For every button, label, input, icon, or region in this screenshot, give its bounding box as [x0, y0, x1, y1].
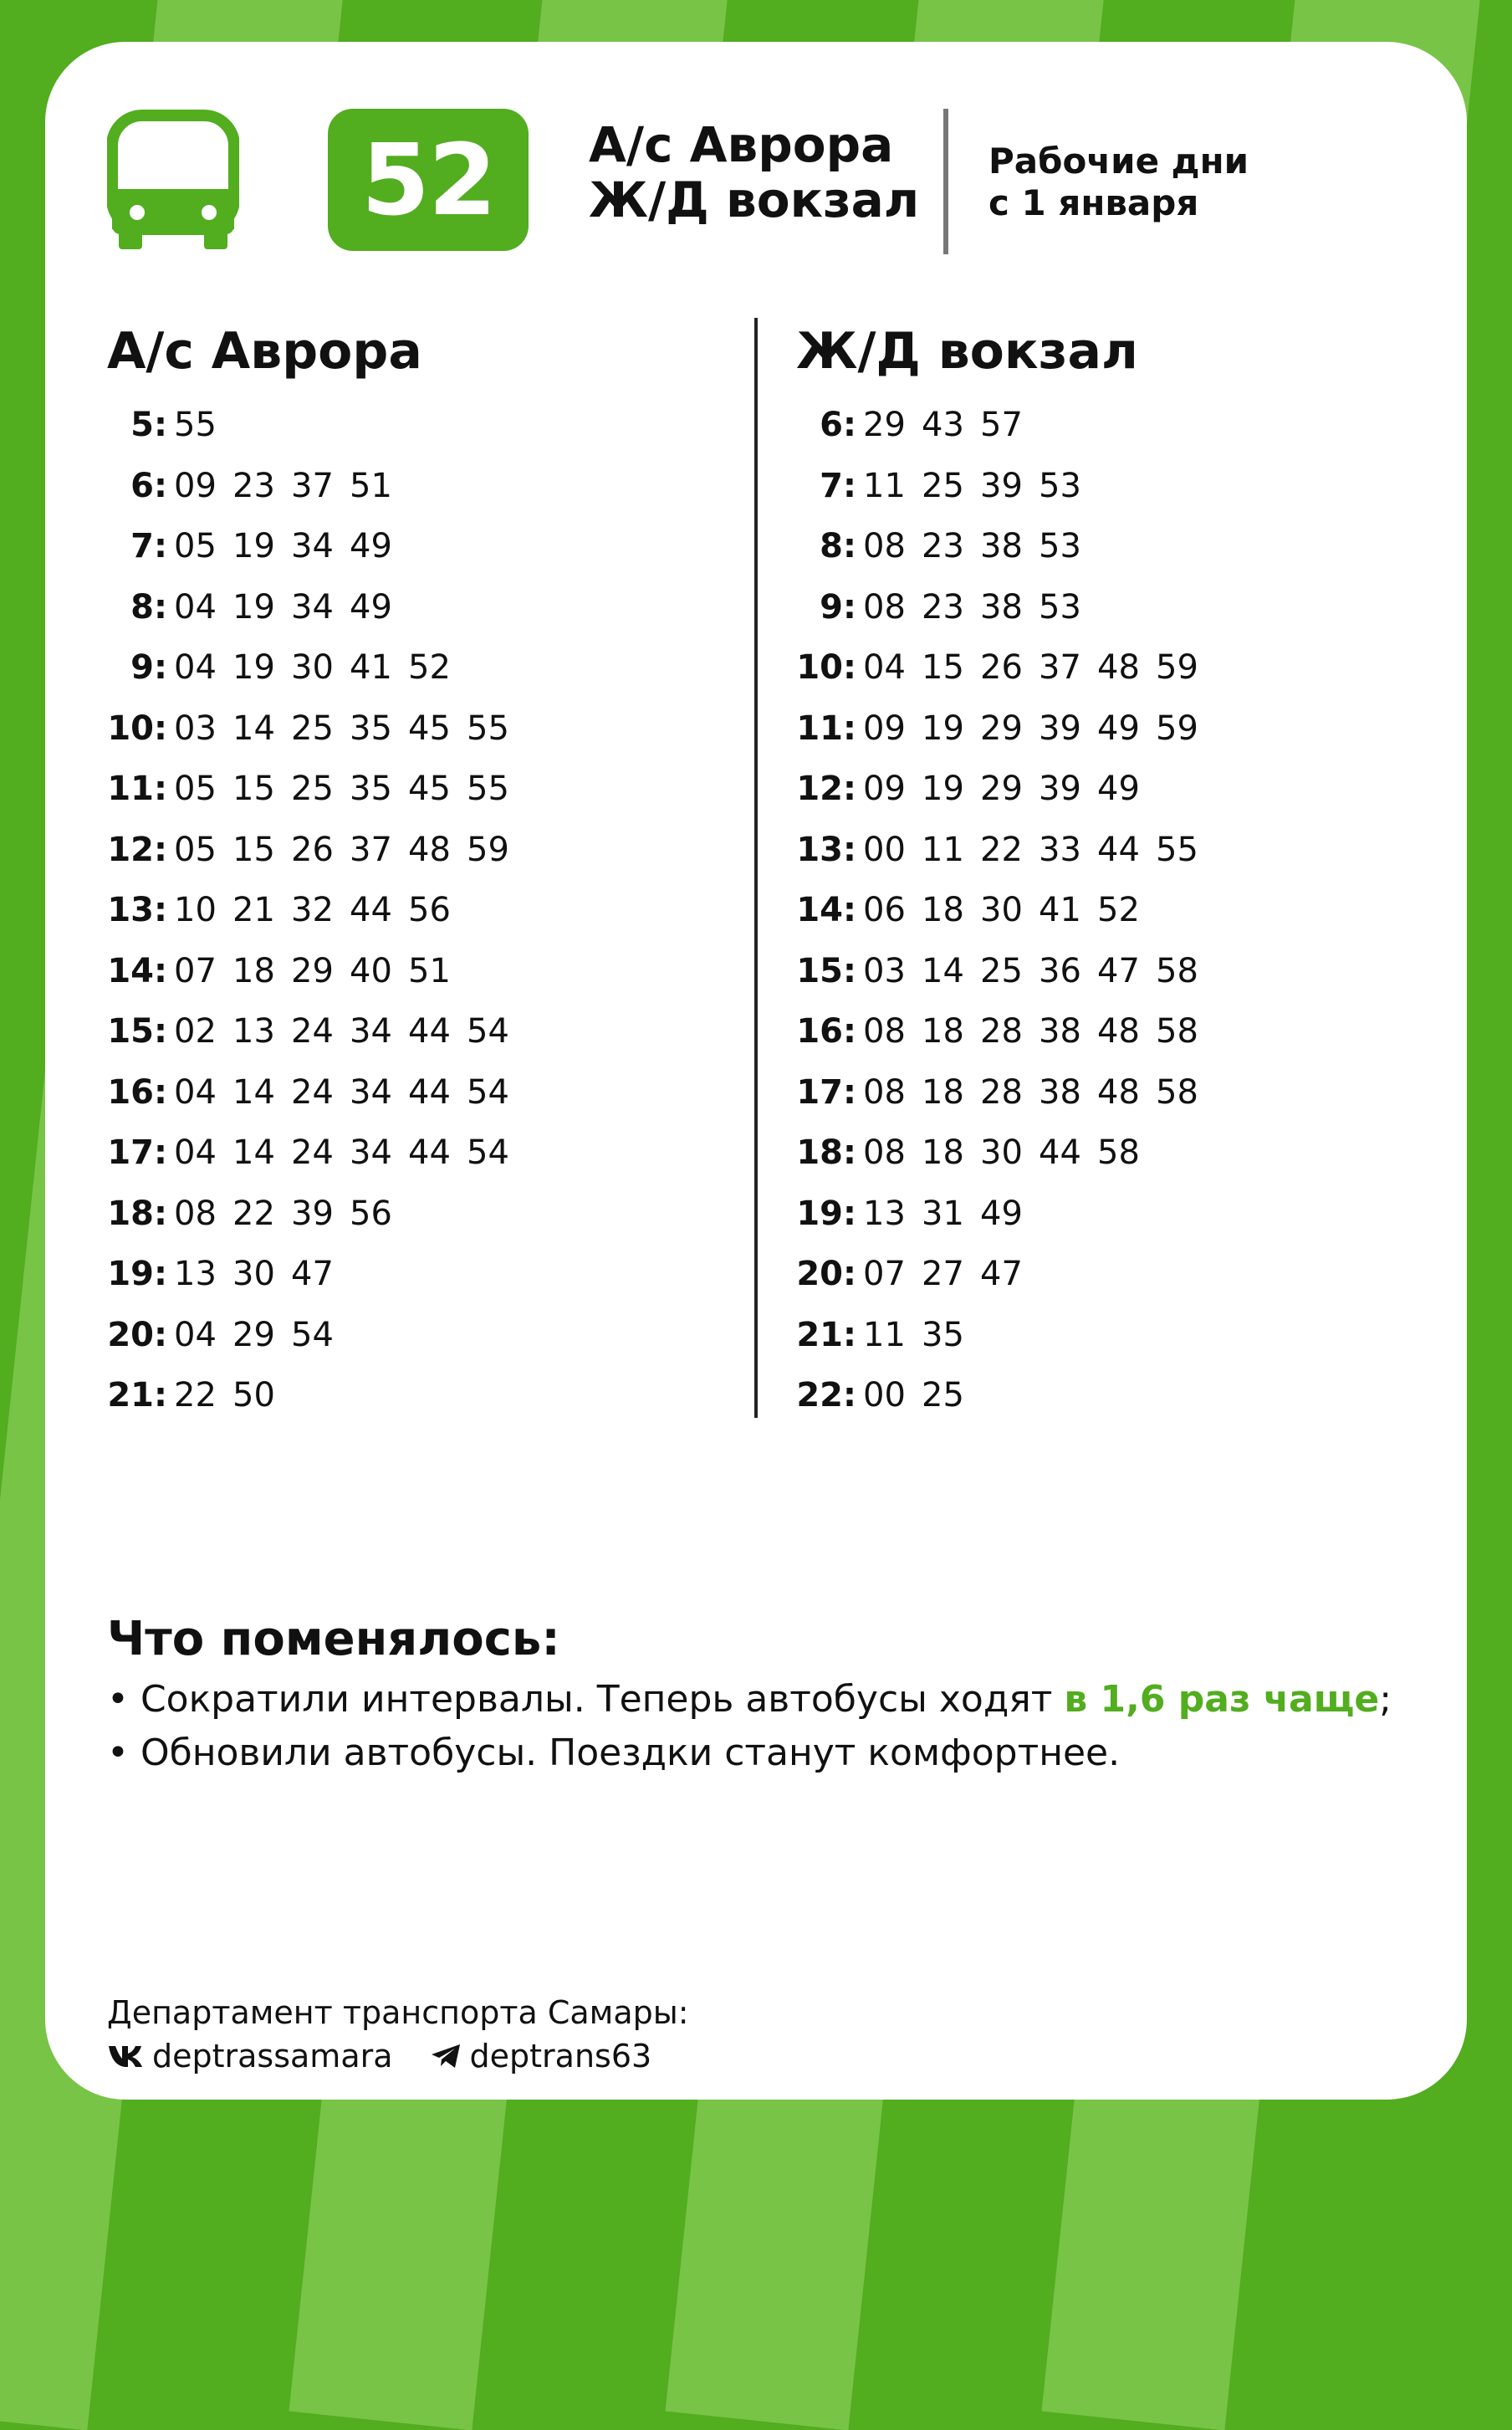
departure-minute: 02 [174, 1012, 217, 1051]
schedule-row [107, 1365, 743, 1426]
column-title: А/с Аврора [107, 322, 422, 381]
hour-label: 20: [107, 1315, 167, 1354]
schedule-row [796, 880, 1432, 941]
departure-minute: 19 [232, 527, 275, 565]
hour-label: 17: [107, 1133, 167, 1172]
header [107, 109, 1445, 251]
departure-minute: 45 [408, 709, 451, 748]
departure-minute: 28 [980, 1072, 1023, 1112]
schedule-row [107, 637, 743, 698]
departure-minute: 28 [980, 1012, 1023, 1051]
departure-minute: 18 [922, 891, 964, 929]
departure-minute: 04 [174, 587, 217, 627]
schedule-row [107, 1123, 743, 1184]
departure-minute: 08 [863, 1072, 906, 1112]
departure-minute: 58 [1156, 951, 1198, 990]
hour-label: 17: [796, 1072, 856, 1112]
departure-minute: 37 [291, 466, 334, 505]
social-links [107, 2034, 689, 2078]
schedule-row [796, 1001, 1432, 1062]
departure-minute: 59 [1156, 648, 1198, 687]
hour-label: 13: [107, 891, 167, 929]
departure-minute: 23 [232, 466, 275, 505]
schedule-row [796, 637, 1432, 698]
hour-label: 7: [820, 466, 856, 505]
departure-minute: 19 [922, 709, 964, 748]
departure-minute: 19 [232, 587, 275, 627]
departure-minute: 58 [1156, 1072, 1198, 1112]
days-line1: Рабочие дни [988, 141, 1249, 182]
departure-minute: 14 [232, 1133, 275, 1172]
change-item [107, 1673, 1462, 1727]
departure-minute: 30 [980, 1133, 1023, 1172]
departure-minute: 43 [922, 406, 964, 444]
departure-minute: 03 [174, 709, 217, 748]
schedule-row [107, 1001, 743, 1062]
hour-label: 5: [130, 406, 167, 444]
departure-minute: 23 [922, 527, 964, 565]
departure-minute: 00 [863, 1376, 906, 1415]
departure-minute: 18 [232, 951, 275, 990]
departure-minute: 39 [1039, 709, 1081, 748]
telegram-icon [430, 2043, 462, 2069]
departure-minute: 08 [863, 587, 906, 627]
departure-minute: 50 [232, 1376, 275, 1415]
hour-label: 7: [130, 527, 167, 565]
departure-minute: 54 [467, 1012, 509, 1051]
schedule-row [107, 577, 743, 638]
schedule-row [107, 516, 743, 577]
schedule-row [107, 698, 743, 760]
operating-days [988, 141, 1249, 224]
departure-minute: 10 [174, 891, 217, 929]
departure-minute: 49 [1097, 770, 1140, 808]
changes-title: Что поменялось: [107, 1612, 560, 1666]
departure-minute: 19 [922, 770, 964, 808]
vk-icon [107, 2044, 144, 2069]
departure-minute: 11 [863, 466, 906, 505]
departure-minute: 47 [980, 1255, 1023, 1293]
departure-minute: 52 [1097, 891, 1140, 929]
telegram-link[interactable] [430, 2034, 652, 2078]
header-divider [943, 109, 948, 254]
schedule-row [796, 698, 1432, 760]
departure-minute: 41 [1039, 891, 1081, 929]
departure-minute: 48 [1097, 1072, 1140, 1112]
departure-minute: 49 [1097, 709, 1140, 748]
departure-minute: 54 [467, 1133, 509, 1172]
departure-minute: 54 [291, 1315, 334, 1354]
departure-minute: 29 [863, 406, 906, 444]
schedule-row [107, 941, 743, 1002]
departure-minute: 15 [922, 648, 964, 687]
departure-minute: 37 [350, 830, 392, 869]
departure-minute: 21 [232, 891, 275, 929]
departure-minute: 48 [1097, 648, 1140, 687]
departure-minute: 53 [1039, 587, 1081, 627]
hour-label: 20: [796, 1255, 856, 1293]
hour-label: 12: [107, 830, 167, 869]
departure-minute: 53 [1039, 466, 1081, 505]
departure-minute: 44 [408, 1012, 451, 1051]
schedule-row [796, 820, 1432, 881]
departure-minute: 49 [980, 1194, 1023, 1233]
schedule-row [796, 1365, 1432, 1426]
departure-minute: 18 [922, 1012, 964, 1051]
departure-minute: 32 [291, 891, 334, 929]
hour-label: 18: [796, 1133, 856, 1172]
departure-minute: 22 [232, 1194, 275, 1233]
departure-minute: 14 [232, 1072, 275, 1112]
departure-minute: 24 [291, 1133, 334, 1172]
departure-minute: 05 [174, 770, 217, 808]
departure-minute: 23 [922, 587, 964, 627]
change-item: • Обновили автобусы. Поездки станут комфортнее. [107, 1732, 1121, 1774]
departure-minute: 55 [1156, 830, 1198, 869]
departure-minute: 39 [291, 1194, 334, 1233]
departure-minute: 34 [350, 1133, 392, 1172]
hour-label: 12: [796, 770, 856, 808]
departure-minute: 57 [980, 406, 1023, 444]
departure-minute: 11 [922, 830, 964, 869]
departure-minute: 11 [863, 1315, 906, 1354]
departure-minute: 44 [1097, 830, 1140, 869]
change-highlight: в 1,6 раз чаще [1064, 1678, 1380, 1721]
route-number-badge: 52 [328, 109, 529, 251]
departure-minute: 08 [174, 1194, 217, 1233]
schedule-row [107, 1184, 743, 1245]
hour-label: 18: [107, 1194, 167, 1233]
hour-label: 14: [796, 891, 856, 929]
schedule-row [107, 456, 743, 517]
departure-minute: 04 [174, 1315, 217, 1354]
days-line2: с 1 января [988, 182, 1199, 223]
departure-minute: 25 [291, 709, 334, 748]
departure-minute: 26 [980, 648, 1023, 687]
schedule-row [796, 1244, 1432, 1305]
departure-minute: 59 [467, 830, 509, 869]
departure-minute: 07 [863, 1255, 906, 1293]
hour-label: 11: [107, 770, 167, 808]
departure-minute: 29 [291, 951, 334, 990]
departure-minute: 15 [232, 770, 275, 808]
departure-minute: 55 [467, 709, 509, 748]
departure-minute: 44 [350, 891, 392, 929]
departure-minute: 25 [922, 466, 964, 505]
hour-label: 9: [820, 587, 856, 627]
departure-minute: 34 [291, 527, 334, 565]
column-divider [754, 318, 758, 1418]
schedule-row [796, 1123, 1432, 1184]
departure-minute: 34 [350, 1072, 392, 1112]
departure-minute: 27 [922, 1255, 964, 1293]
schedule-column-right [796, 318, 1432, 1426]
departure-minute: 56 [408, 891, 451, 929]
hour-label: 21: [107, 1376, 167, 1415]
departure-minute: 52 [408, 648, 451, 687]
departure-minute: 13 [232, 1012, 275, 1051]
hour-label: 8: [820, 527, 856, 565]
departure-minute: 09 [174, 466, 217, 505]
departure-minute: 38 [1039, 1072, 1081, 1112]
schedule-row [796, 577, 1432, 638]
departure-minute: 31 [922, 1194, 964, 1233]
schedule-row [107, 1062, 743, 1123]
schedule-row [796, 456, 1432, 517]
departure-minute: 29 [980, 770, 1023, 808]
departure-minute: 30 [291, 648, 334, 687]
hour-label: 19: [107, 1255, 167, 1293]
schedule-row [107, 1305, 743, 1366]
departure-minute: 47 [1097, 951, 1140, 990]
departure-minute: 22 [174, 1376, 217, 1415]
departure-minute: 45 [408, 770, 451, 808]
departure-minute: 24 [291, 1072, 334, 1112]
departure-minute: 29 [980, 709, 1023, 748]
hour-label: 6: [130, 466, 167, 505]
hour-label: 11: [796, 709, 856, 748]
hour-label: 15: [107, 1012, 167, 1051]
departure-minute: 49 [350, 587, 392, 627]
departure-minute: 08 [863, 1133, 906, 1172]
hour-label: 19: [796, 1194, 856, 1233]
departure-minute: 04 [174, 648, 217, 687]
departure-minute: 04 [174, 1072, 217, 1112]
departure-minute: 00 [863, 830, 906, 869]
departure-minute: 14 [232, 709, 275, 748]
departure-minute: 34 [350, 1012, 392, 1051]
departure-minute: 39 [980, 466, 1023, 505]
schedule-row [796, 1062, 1432, 1123]
schedule-row [107, 759, 743, 820]
departure-minute: 04 [863, 648, 906, 687]
departure-minute: 41 [350, 648, 392, 687]
hour-label: 14: [107, 951, 167, 990]
departure-minute: 18 [922, 1133, 964, 1172]
departure-minute: 55 [174, 406, 217, 444]
departure-minute: 44 [1039, 1133, 1081, 1172]
telegram-handle: deptrans63 [469, 2038, 652, 2074]
column-title: Ж/Д вокзал [796, 322, 1138, 381]
schedule-row [796, 395, 1432, 456]
departure-minute: 05 [174, 830, 217, 869]
schedule-row [796, 1184, 1432, 1245]
department-label: Департамент транспорта Самары: [107, 1994, 689, 2031]
departure-minute: 51 [408, 951, 451, 990]
departure-minute: 48 [1097, 1012, 1140, 1051]
departure-minute: 13 [863, 1194, 906, 1233]
departure-minute: 48 [408, 830, 451, 869]
hour-label: 21: [796, 1315, 856, 1354]
departure-minute: 15 [232, 830, 275, 869]
hour-label: 6: [820, 406, 856, 444]
hour-label: 9: [130, 648, 167, 687]
route-from: А/с Аврора [589, 116, 894, 173]
departure-minute: 08 [863, 527, 906, 565]
departure-minute: 25 [922, 1376, 964, 1415]
departure-minute: 35 [350, 770, 392, 808]
departure-minute: 38 [980, 527, 1023, 565]
departure-minute: 54 [467, 1072, 509, 1112]
schedule-rows [796, 395, 1432, 1426]
departure-minute: 38 [980, 587, 1023, 627]
schedule-row [107, 820, 743, 881]
departure-minute: 07 [174, 951, 217, 990]
hour-label: 22: [796, 1376, 856, 1415]
departure-minute: 24 [291, 1012, 334, 1051]
departure-minute: 35 [922, 1315, 964, 1354]
departure-minute: 53 [1039, 527, 1081, 565]
departure-minute: 58 [1097, 1133, 1140, 1172]
schedule-rows [107, 395, 743, 1426]
departure-minute: 14 [922, 951, 964, 990]
departure-minute: 06 [863, 891, 906, 929]
schedule-card [45, 42, 1467, 2100]
departure-minute: 55 [467, 770, 509, 808]
departure-minute: 33 [1039, 830, 1081, 869]
departure-minute: 49 [350, 527, 392, 565]
change-text-end: ; [1379, 1678, 1392, 1721]
departure-minute: 39 [1039, 770, 1081, 808]
vk-link[interactable] [107, 2034, 393, 2078]
departure-minute: 44 [408, 1133, 451, 1172]
departure-minute: 09 [863, 770, 906, 808]
route-names [589, 117, 919, 228]
hour-label: 10: [796, 648, 856, 687]
departure-minute: 30 [232, 1255, 275, 1293]
bus-icon [107, 109, 239, 251]
hour-label: 13: [796, 830, 856, 869]
hour-label: 10: [107, 709, 167, 748]
departure-minute: 38 [1039, 1012, 1081, 1051]
schedule-row [796, 759, 1432, 820]
hour-label: 8: [130, 587, 167, 627]
vk-handle: deptrassamara [152, 2038, 393, 2074]
departure-minute: 30 [980, 891, 1023, 929]
departure-minute: 13 [174, 1255, 217, 1293]
hour-label: 15: [796, 951, 856, 990]
departure-minute: 56 [350, 1194, 392, 1233]
departure-minute: 08 [863, 1012, 906, 1051]
schedule-row [796, 516, 1432, 577]
change-text: • Сократили интервалы. Теперь автобусы ходят [107, 1678, 1065, 1721]
departure-minute: 51 [350, 466, 392, 505]
departure-minute: 05 [174, 527, 217, 565]
departure-minute: 37 [1039, 648, 1081, 687]
hour-label: 16: [796, 1012, 856, 1051]
schedule-row [107, 880, 743, 941]
departure-minute: 26 [291, 830, 334, 869]
schedule-row [107, 1244, 743, 1305]
schedule-column-left [107, 318, 743, 1426]
departure-minute: 22 [980, 830, 1023, 869]
departure-minute: 04 [174, 1133, 217, 1172]
departure-minute: 44 [408, 1072, 451, 1112]
departure-minute: 34 [291, 587, 334, 627]
footer [107, 1991, 689, 2078]
departure-minute: 47 [291, 1255, 334, 1293]
departure-minute: 18 [922, 1072, 964, 1112]
schedule-row [796, 941, 1432, 1002]
departure-minute: 29 [232, 1315, 275, 1354]
departure-minute: 59 [1156, 709, 1198, 748]
departure-minute: 58 [1156, 1012, 1198, 1051]
changes-section [107, 1606, 1462, 1780]
departure-minute: 25 [980, 951, 1023, 990]
schedule-row [107, 395, 743, 456]
schedule-row [796, 1305, 1432, 1366]
departure-minute: 19 [232, 648, 275, 687]
route-to: Ж/Д вокзал [589, 171, 920, 228]
departure-minute: 03 [863, 951, 906, 990]
departure-minute: 09 [863, 709, 906, 748]
departure-minute: 35 [350, 709, 392, 748]
departure-minute: 40 [350, 951, 392, 990]
departure-minute: 36 [1039, 951, 1081, 990]
hour-label: 16: [107, 1072, 167, 1112]
departure-minute: 25 [291, 770, 334, 808]
